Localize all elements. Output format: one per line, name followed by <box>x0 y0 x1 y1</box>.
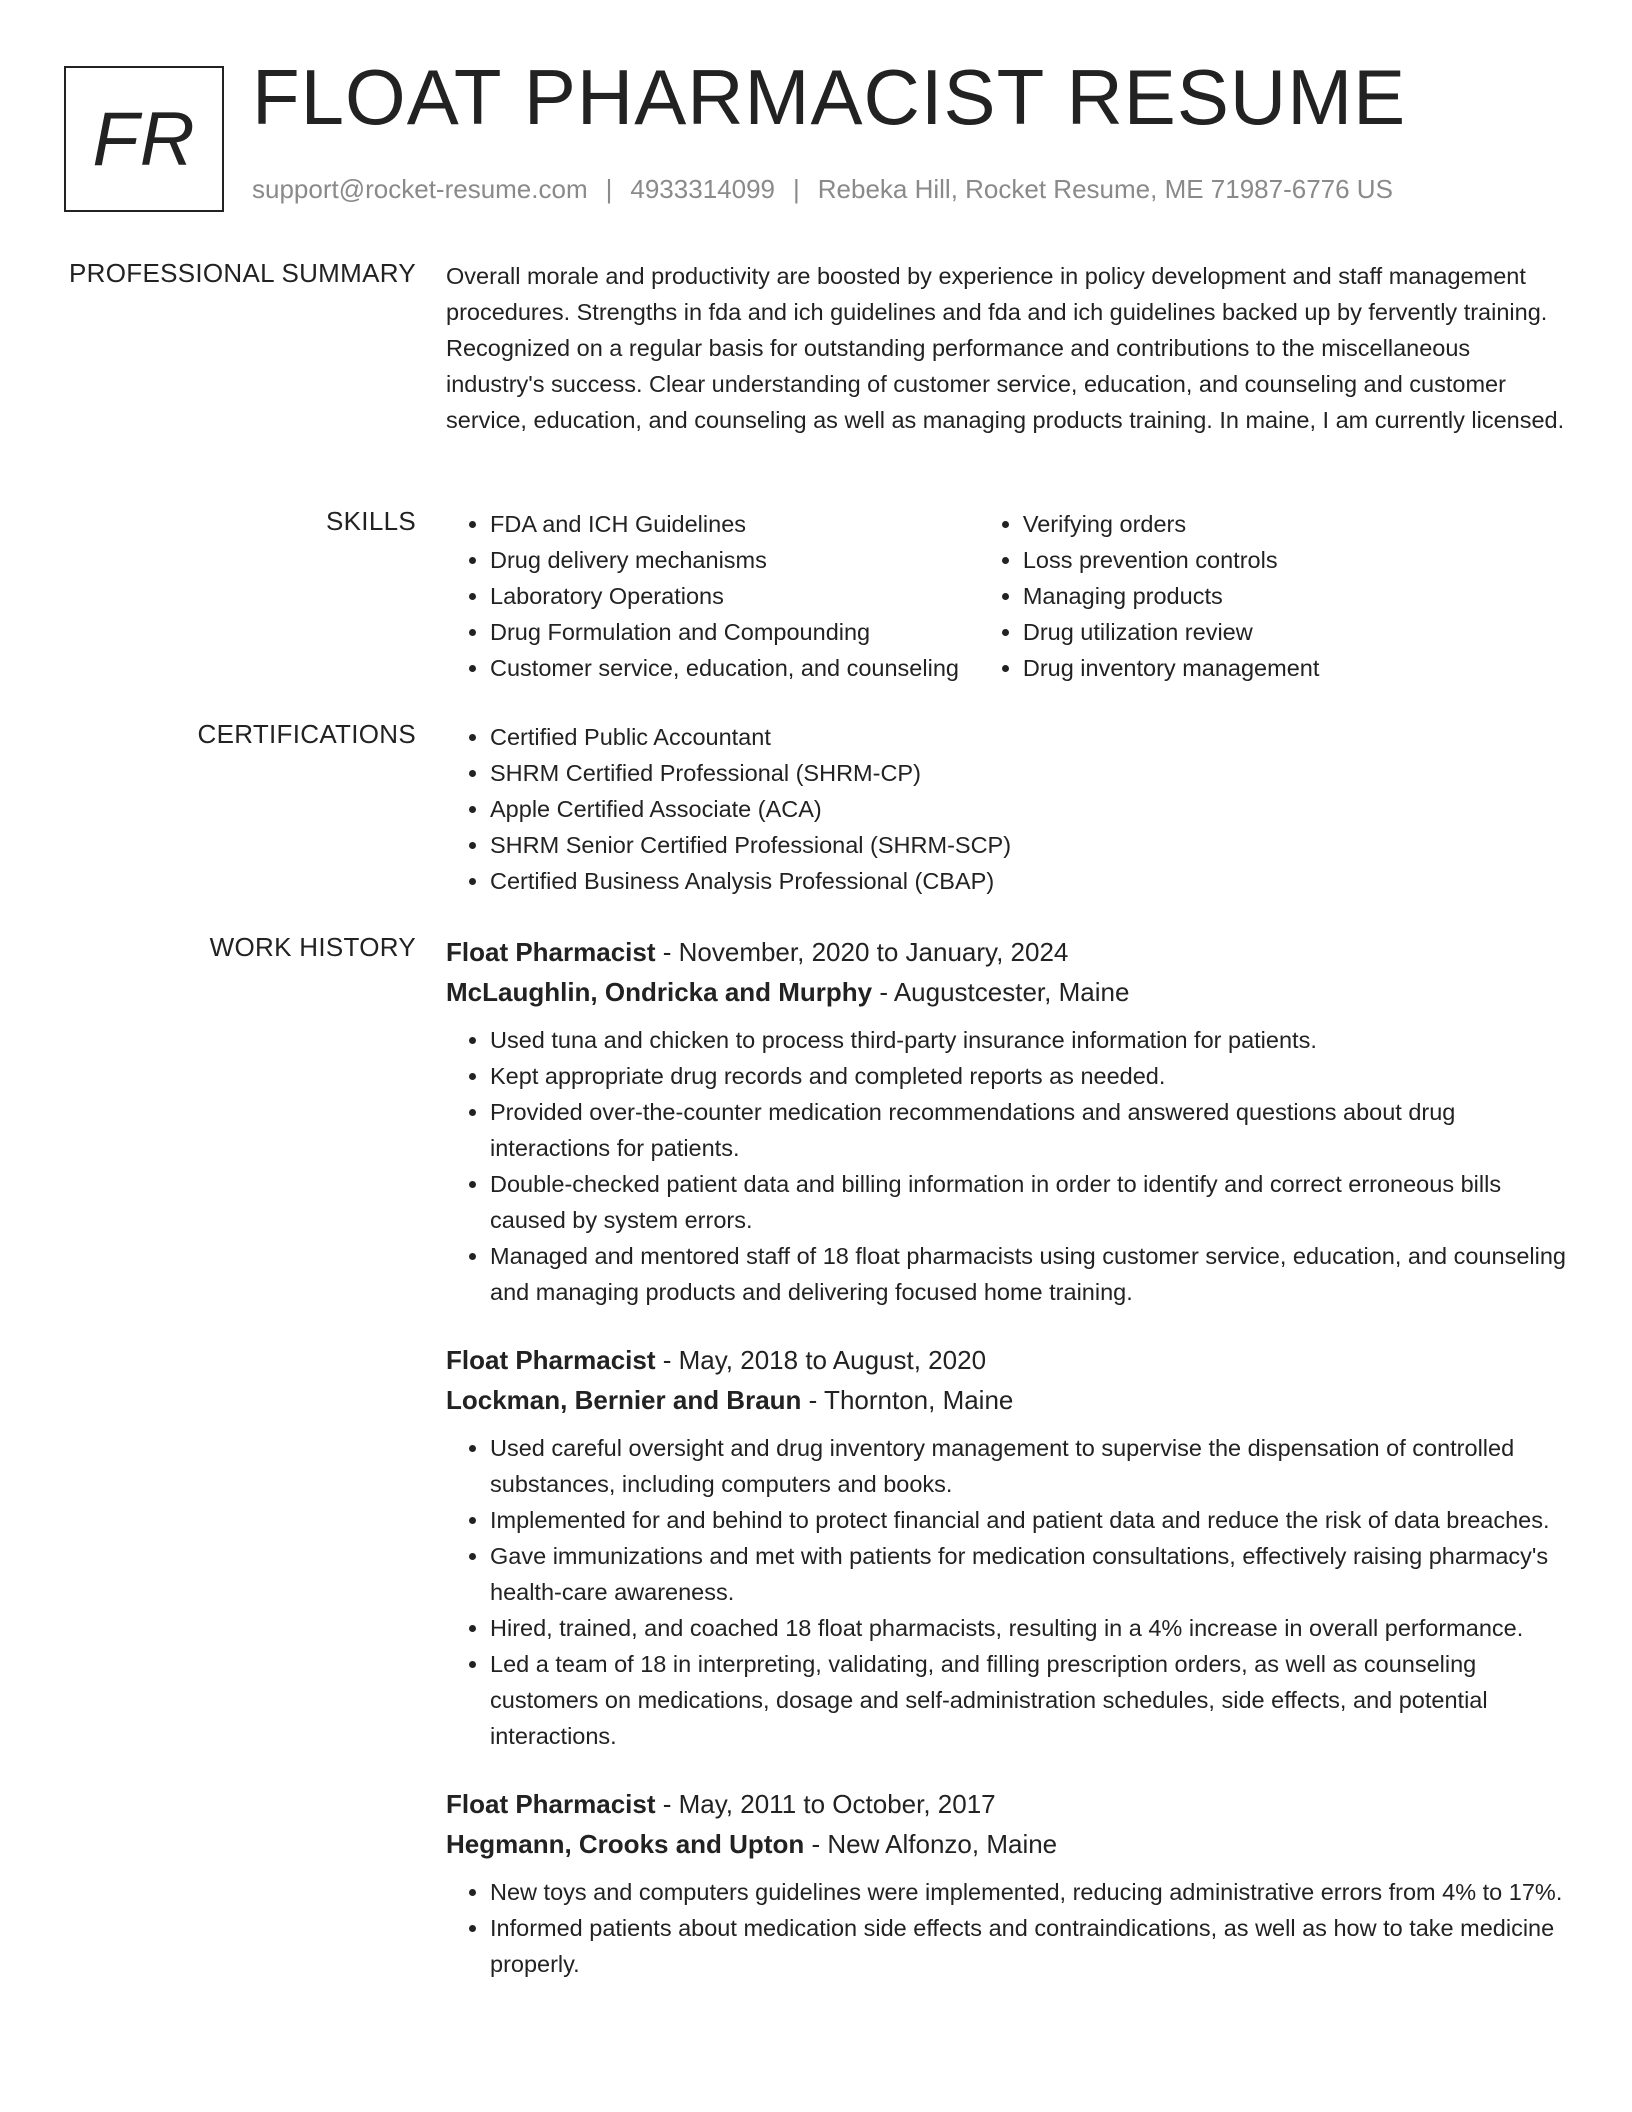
job-bullet: • Managed and mentored staff of 18 float pharmacists using customer service, education, and counseling and managing products and delivering focused home training. <box>490 1238 1566 1310</box>
job-bullet: • Implemented for and behind to protect financial and patient data and reduce the risk of data breaches. <box>490 1502 1566 1538</box>
contact-phone: 4933314099 <box>630 174 775 204</box>
job-dates: - November, 2020 to January, 2024 <box>655 937 1069 967</box>
skill-item: • Laboratory Operations <box>490 578 979 614</box>
certification-item: • Certified Public Accountant <box>490 719 1566 755</box>
certifications-list <box>446 719 1566 899</box>
job-bullet: • Informed patients about medication side effects and contraindications, as well as how to take medicine properly. <box>490 1910 1566 1982</box>
job-bullet: • Used careful oversight and drug inventory management to supervise the dispensation of controlled substances, including computers and books. <box>490 1430 1566 1502</box>
certification-item: • Apple Certified Associate (ACA) <box>490 791 1566 827</box>
certification-item: • SHRM Certified Professional (SHRM-CP) <box>490 755 1566 791</box>
certifications-body <box>446 719 1566 899</box>
job-location: - Thornton, Maine <box>801 1385 1014 1415</box>
skills-body <box>446 506 1566 686</box>
job-company: McLaughlin, Ondricka and Murphy <box>446 977 873 1007</box>
job-bullets <box>446 1430 1566 1754</box>
job-title: Float Pharmacist <box>446 937 656 967</box>
skill-item: • Drug Formulation and Compounding <box>490 614 979 650</box>
job-location: - New Alfonzo, Maine <box>804 1829 1058 1859</box>
skill-item: • Loss prevention controls <box>1023 542 1566 578</box>
job-title-line <box>446 1784 1566 1824</box>
contact-separator: | <box>793 174 800 204</box>
job-bullet: • New toys and computers guidelines were implemented, reducing administrative errors from 4% to 17%. <box>490 1874 1566 1910</box>
job-title: Float Pharmacist <box>446 1345 656 1375</box>
contact-email: support@rocket-resume.com <box>252 174 588 204</box>
job-bullet: • Double-checked patient data and billing information in order to identify and correct erroneous bills caused by system errors. <box>490 1166 1566 1238</box>
skills-list-right <box>979 506 1566 686</box>
job-company-line <box>446 1380 1566 1420</box>
contact-separator: | <box>605 174 613 204</box>
skill-item: • FDA and ICH Guidelines <box>490 506 979 542</box>
job-entry <box>446 932 1566 1310</box>
section-label-skills: SKILLS <box>326 506 416 536</box>
job-bullet: • Used tuna and chicken to process third-party insurance information for patients. <box>490 1022 1566 1058</box>
skills-list-left <box>446 506 979 686</box>
job-title-line <box>446 1340 1566 1380</box>
job-company: Lockman, Bernier and Braun <box>446 1385 802 1415</box>
section-label-summary: PROFESSIONAL SUMMARY <box>69 258 416 288</box>
job-company: Hegmann, Crooks and Upton <box>446 1829 805 1859</box>
contact-line <box>252 174 1393 205</box>
job-bullet: • Provided over-the-counter medication recommendations and answered questions about drug interactions for patients. <box>490 1094 1566 1166</box>
job-entry <box>446 1340 1566 1754</box>
skill-item: • Drug delivery mechanisms <box>490 542 979 578</box>
job-title: Float Pharmacist <box>446 1789 656 1819</box>
certification-item: • SHRM Senior Certified Professional (SHRM-SCP) <box>490 827 1566 863</box>
certification-item: • Certified Business Analysis Professional (CBAP) <box>490 863 1566 899</box>
contact-address: Rebeka Hill, Rocket Resume, ME 71987-6776 US <box>817 174 1393 204</box>
job-dates: - May, 2018 to August, 2020 <box>655 1345 987 1375</box>
job-bullet: • Gave immunizations and met with patients for medication consultations, effectively raising pharmacy's health-care awareness. <box>490 1538 1566 1610</box>
skill-item: • Managing products <box>1023 578 1566 614</box>
section-label-work-history: WORK HISTORY <box>209 932 416 962</box>
skill-item: • Verifying orders <box>1023 506 1566 542</box>
summary-body <box>446 258 1566 438</box>
job-bullets <box>446 1022 1566 1310</box>
skill-item: • Drug inventory management <box>1023 650 1566 686</box>
skill-item: • Drug utilization review <box>1023 614 1566 650</box>
skill-item: • Customer service, education, and counseling <box>490 650 979 686</box>
job-entry <box>446 1784 1566 1982</box>
job-location: - Augustcester, Maine <box>872 977 1130 1007</box>
job-bullets <box>446 1874 1566 1982</box>
job-company-line <box>446 972 1566 1012</box>
section-label-certifications: CERTIFICATIONS <box>197 719 416 749</box>
job-title-line <box>446 932 1566 972</box>
job-company-line <box>446 1824 1566 1864</box>
job-bullet: • Kept appropriate drug records and completed reports as needed. <box>490 1058 1566 1094</box>
job-dates: - May, 2011 to October, 2017 <box>655 1789 996 1819</box>
resume-title: FLOAT PHARMACIST RESUME <box>252 53 1407 141</box>
job-bullet: • Led a team of 18 in interpreting, validating, and filling prescription orders, as well as counseling customers on medications, dosage and self-administration schedules, side effects, and potential interactions. <box>490 1646 1566 1754</box>
summary-text: Overall morale and productivity are boosted by experience in policy development and staff management procedures. Strengths in fda and ich guidelines and fda and ich guidelines backed up by fervently training. Recognized on a regular basis for outstanding performance and contributions to the miscellaneous industry's success. Clear understanding of customer service, education, and counseling and customer service, education, and counseling as well as managing products training. In maine, I am currently licensed. <box>446 263 1565 433</box>
work-history-body <box>446 932 1566 1982</box>
job-bullet: • Hired, trained, and coached 18 float pharmacists, resulting in a 4% increase in overall performance. <box>490 1610 1566 1646</box>
monogram-box: FR <box>64 66 224 212</box>
